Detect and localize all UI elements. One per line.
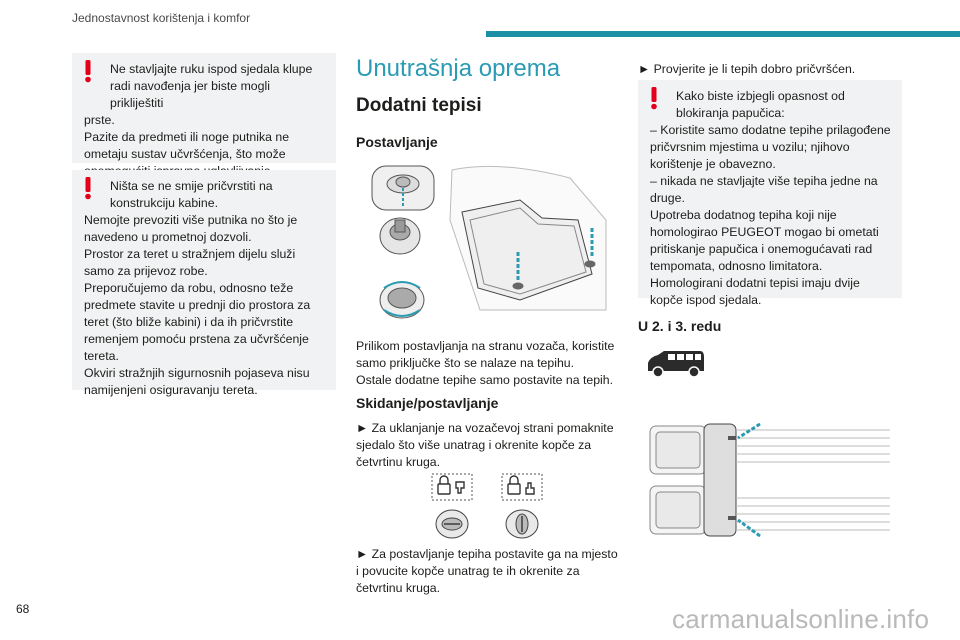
floor-mat — [450, 166, 606, 310]
watermark: carmanualsonline.info — [672, 604, 930, 634]
rear-mats-illustration — [646, 420, 892, 540]
removal-step-2: ► Za postavljanje tepiha postavite ga na mjesto i povucite kopče unatrag te ih okrenite za četvrtinu kruga. — [356, 547, 618, 595]
removal-heading: Skidanje/postavljanje — [356, 395, 499, 411]
removal-step-1: ► Za uklanjanje na vozačevoj strani pomaknite sjedalo što više unatrag i okrenite kopče za četvrtinu kruga. — [356, 421, 614, 469]
clip-unlock-illustration — [430, 472, 550, 542]
warning-box-cargo — [72, 170, 336, 397]
install-text: Prilikom postavljanja na stranu vozača, koristite samo priključke što se nalaze na tepihu. Ostale dodatne tepihe samo postavite na tepih. — [356, 339, 615, 387]
clip-rotate-detail — [380, 282, 424, 318]
clip-top-detail — [372, 166, 434, 210]
warning-text: Nemojte prevoziti više putnika no što je navedeno u prometnoj dozvoli. Prostor za teret u stražnjem dijelu služi samo za prijevoz robe. Preporučujemo da robu, odnosno teže predmete stavite u prednji dio prostora za teret (što bliže kabini) i da ih pričvrstite remenjem pomoću prstena za učvršćenje tereta. Okviri stražnjih sigurnosnih pojaseva nisu namijenjeni osiguravanju tereta. — [84, 213, 311, 397]
running-header: Jednostavnost korištenja i komfor — [72, 11, 251, 25]
mat-installation-illustration — [370, 160, 610, 320]
check-text: ► Provjerite je li tepih dobro pričvršćen. — [638, 62, 856, 76]
warning-lead-text: Kako biste izbjegli opasnost od blokiranja papučica: — [676, 89, 845, 120]
install-heading: Postavljanje — [356, 134, 438, 150]
clip-mid-detail — [380, 218, 420, 254]
warning-text: prste. Pazite da predmeti ili noge putnika ne ometaju sustav učvršćenja, što može — [84, 113, 290, 161]
header-accent-bar — [486, 31, 960, 37]
page-number: 68 — [16, 602, 30, 616]
warning-text: – Koristite samo dodatne tepihe prilagođene pričvrsnim mjestima u vozilu; njihovo korištenje je obavezno. – nikada ne stavljajte više tepiha jedne na druge. Upotreba dodatnog tepiha koji nije homologirao PEUGEOT mogao bi ometati pritiskanje papučica i onemogućavati rad tempomata, odnosno limitatora. Homologirani dodatni tepisi imaju dvije kopče ispod sjedala. — [650, 123, 891, 307]
warning-lead-text: Ne stavljajte ruku ispod sjedala klupe radi navođenja jer biste mogli prikliještiti — [110, 62, 313, 110]
section-title: Unutrašnja oprema — [356, 55, 561, 82]
warning-lead-text: Ništa se ne smije pričvrstiti na konstrukciju kabine. — [110, 179, 273, 210]
subsection-title: Dodatni tepisi — [356, 95, 482, 116]
rows-heading: U 2. i 3. redu — [638, 318, 722, 334]
unlock-icon — [438, 476, 464, 494]
exclamation-icon — [648, 86, 660, 110]
exclamation-icon — [82, 176, 94, 200]
warning-box-pedals — [638, 80, 902, 307]
exclamation-icon — [82, 59, 94, 83]
warning-box-hand — [72, 53, 336, 163]
van-icon — [644, 349, 706, 379]
lock-icon — [508, 476, 534, 494]
